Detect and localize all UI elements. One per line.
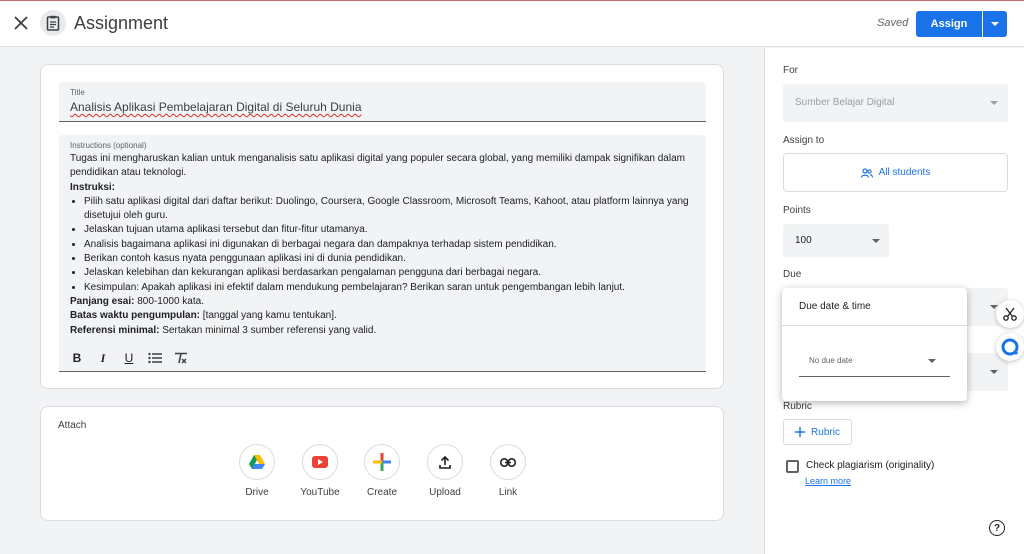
due-popup-title: Due date & time bbox=[799, 301, 871, 312]
caret-down-icon bbox=[872, 239, 880, 243]
points-select[interactable] bbox=[783, 224, 889, 257]
underline-icon: U bbox=[124, 351, 134, 365]
class-select-value: Sumber Belajar Digital bbox=[795, 97, 895, 108]
upload-label: Upload bbox=[429, 487, 461, 498]
panjang-value: 800-1000 kata. bbox=[134, 295, 204, 307]
title-input[interactable]: Analisis Aplikasi Pembelajaran Digital di Seluruh Dunia bbox=[70, 100, 362, 114]
page-title: Assignment bbox=[74, 13, 169, 33]
divider bbox=[782, 325, 967, 326]
close-button[interactable] bbox=[9, 11, 33, 35]
attach-card bbox=[40, 406, 724, 521]
learn-more-link[interactable]: Learn more bbox=[805, 476, 852, 486]
due-date-popup bbox=[782, 288, 967, 401]
instructions-label: Instructions (optional) bbox=[70, 141, 147, 150]
plagiarism-checkbox[interactable] bbox=[786, 460, 799, 473]
referensi-label: Referensi minimal: bbox=[70, 324, 160, 336]
instruksi-heading: Instruksi: bbox=[70, 181, 116, 193]
youtube-icon bbox=[312, 456, 328, 468]
list-item: • Jelaskan tujuan utama aplikasi tersebut dan fitur-fitur utamanya. bbox=[84, 223, 698, 237]
bulleted-list-button[interactable] bbox=[144, 347, 166, 369]
list-item: • Berikan contoh kasus nyata penggunaan aplikasi ini di dunia pendidikan. bbox=[84, 252, 698, 266]
italic-icon: I bbox=[100, 350, 106, 365]
upload-icon bbox=[439, 456, 451, 469]
attach-create-button[interactable] bbox=[352, 444, 412, 498]
link-icon bbox=[500, 458, 516, 467]
attach-label: Attach bbox=[58, 420, 87, 431]
list-item: • Analisis bagaimana aplikasi ini digunakan di berbagai negara dan dampaknya terhadap sistem pendidikan. bbox=[84, 238, 698, 252]
help-button[interactable] bbox=[989, 520, 1005, 536]
due-date-value: No due date bbox=[809, 356, 853, 365]
plus-icon bbox=[795, 427, 805, 437]
assign-to-value: All students bbox=[878, 167, 931, 178]
attach-link-button[interactable] bbox=[478, 444, 538, 498]
plus-icon bbox=[373, 453, 391, 471]
rubric-label: Rubric bbox=[783, 401, 812, 412]
drive-label: Drive bbox=[245, 487, 269, 498]
attach-youtube-button[interactable] bbox=[290, 444, 350, 498]
assign-options-button[interactable] bbox=[983, 11, 1007, 37]
caret-down-icon bbox=[991, 22, 999, 26]
drive-icon bbox=[249, 455, 265, 469]
list-item: • Kesimpulan: Apakah aplikasi ini efektif dalam mendukung pembelajaran? Berikan saran untuk pengembangan lebih lanjut. bbox=[84, 281, 698, 295]
class-select[interactable] bbox=[783, 84, 1008, 122]
attach-upload-button[interactable] bbox=[415, 444, 475, 498]
caret-down-icon bbox=[990, 101, 998, 105]
referensi-value: Sertakan minimal 3 sumber referensi yang valid. bbox=[159, 324, 377, 336]
panjang-label: Panjang esai: bbox=[70, 295, 135, 307]
caret-down-icon bbox=[990, 370, 998, 374]
list-item: • Pilih satu aplikasi digital dari daftar berikut: Duolingo, Coursera, Google Classroom, Microsoft Teams, Kahoot, atau platform lainnya yang disetujui oleh guru. bbox=[84, 195, 698, 224]
points-value: 100 bbox=[795, 235, 812, 246]
scissors-extension-button[interactable] bbox=[996, 300, 1024, 328]
assign-to-label: Assign to bbox=[783, 135, 825, 146]
clear-format-icon bbox=[174, 352, 188, 364]
people-icon bbox=[861, 168, 873, 178]
saved-status: Saved bbox=[877, 17, 909, 29]
attach-drive-button[interactable] bbox=[227, 444, 287, 498]
chat-bubble-icon bbox=[1001, 338, 1019, 356]
help-icon: ? bbox=[993, 522, 1001, 534]
title-field[interactable] bbox=[59, 82, 706, 122]
due-label: Due bbox=[783, 269, 802, 280]
italic-button[interactable] bbox=[92, 347, 114, 369]
assign-to-students-button[interactable] bbox=[783, 153, 1008, 192]
caret-down-icon bbox=[928, 359, 936, 363]
instructions-field[interactable] bbox=[59, 135, 706, 372]
assignment-form-card bbox=[40, 64, 724, 389]
assign-button[interactable]: Assign bbox=[916, 11, 982, 37]
list-item: • Jelaskan kelebihan dan kekurangan aplikasi berdasarkan pengalaman pengguna dari berbagai negara. bbox=[84, 266, 698, 280]
instructions-text[interactable] bbox=[70, 152, 698, 338]
instruction-list bbox=[70, 195, 698, 295]
top-bar bbox=[0, 0, 1024, 47]
intro-text: Tugas ini mengharuskan kalian untuk menganalisis satu aplikasi digital yang populer secara global, yang memiliki dampak signifikan dalam pendidikan atau teknologi. bbox=[70, 153, 685, 179]
list-icon bbox=[148, 352, 162, 364]
scissors-icon bbox=[1003, 307, 1017, 321]
add-rubric-button[interactable] bbox=[783, 419, 852, 445]
underline-button[interactable] bbox=[118, 347, 140, 369]
due-date-select[interactable] bbox=[799, 345, 950, 377]
batas-value: [tanggal yang kamu tentukan]. bbox=[200, 310, 337, 322]
format-toolbar bbox=[66, 347, 192, 369]
create-label: Create bbox=[366, 487, 397, 498]
plagiarism-label: Check plagiarism (originality) bbox=[806, 460, 935, 471]
title-label: Title bbox=[70, 88, 85, 97]
rubric-button-label: Rubric bbox=[811, 426, 840, 438]
for-label: For bbox=[783, 65, 798, 76]
close-icon bbox=[14, 16, 28, 30]
bold-icon: B bbox=[72, 351, 82, 365]
link-label: Link bbox=[498, 487, 518, 498]
assignment-icon bbox=[40, 10, 66, 36]
points-label: Points bbox=[783, 205, 811, 216]
youtube-label: YouTube bbox=[300, 487, 340, 498]
clear-format-button[interactable] bbox=[170, 347, 192, 369]
batas-label: Batas waktu pengumpulan: bbox=[70, 310, 201, 322]
chat-extension-button[interactable] bbox=[996, 333, 1024, 361]
bold-button[interactable] bbox=[66, 347, 88, 369]
